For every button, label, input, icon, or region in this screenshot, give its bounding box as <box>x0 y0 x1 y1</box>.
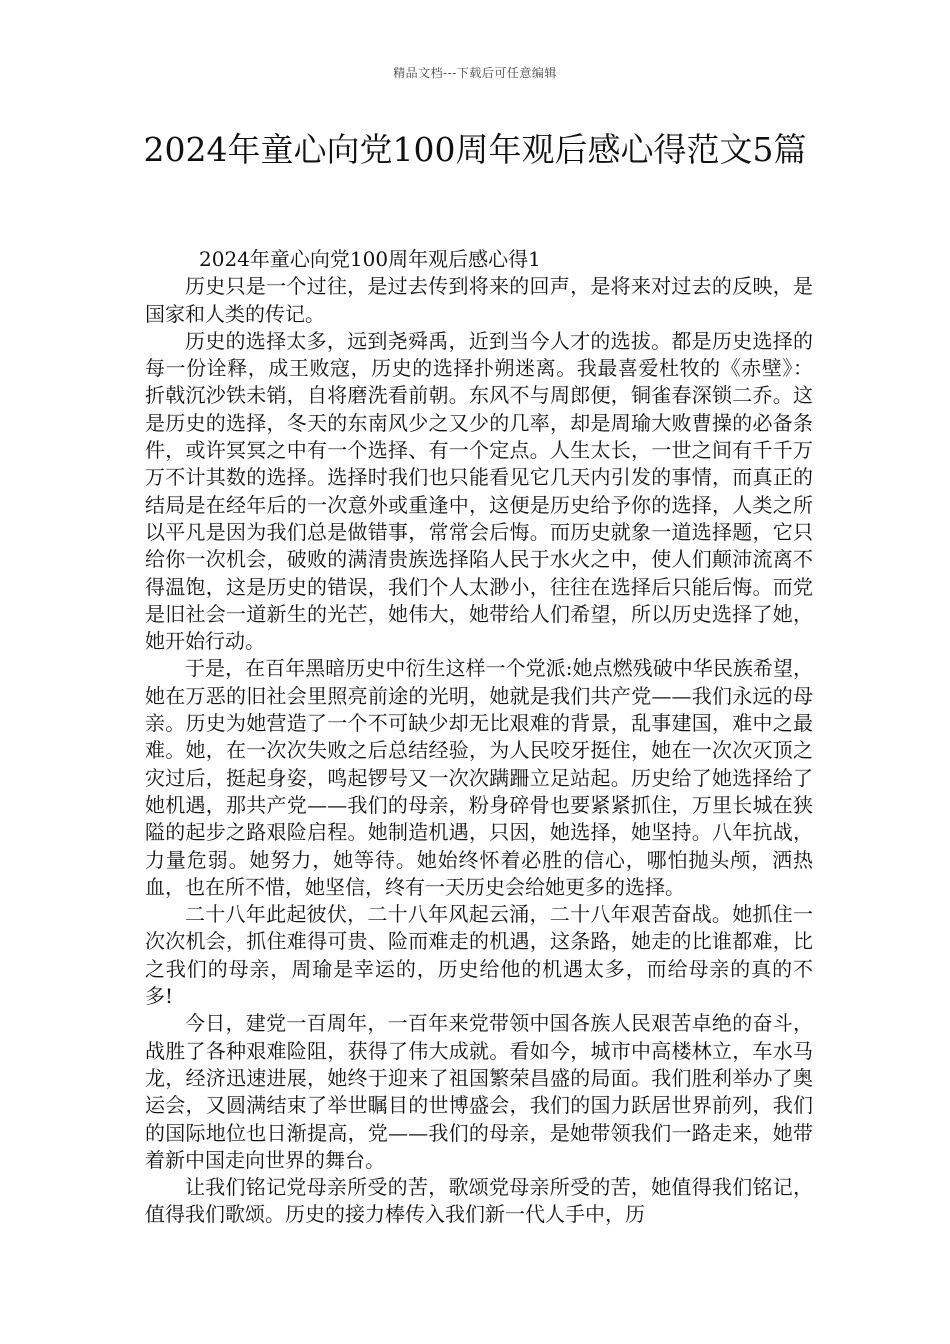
paragraph: 历史只是一个过往，是过去传到将来的回声，是将来对过去的反映，是国家和人类的传记。 <box>145 274 813 326</box>
paragraph: 于是，在百年黑暗历史中衍生这样一个党派:她点燃残破中华民族希望，她在万恶的旧社会里照亮前途的光明，她就是我们共产党——我们永远的母亲。历史为她营造了一个不可缺少却无比艰难的背景，乱事建国，难中之最难。她，在一次次失败之后总结经验，为人民咬牙挺住，她在一次次灭顶之灾过后，挺起身姿，鸣起锣号又一次次蹒跚立足站起。历史给了她选择给了她机遇，那共产党——我们的母亲，粉身碎骨也要紧紧抓住，万里长城在狭隘的起步之路艰险启程。她制造机遇，只因，她选择，她坚持。八年抗战，力量危弱。她努力，她等待。她始终怀着必胜的信心，哪怕抛头颅，洒热血，也在所不惜，她坚信，终有一天历史会给她更多的选择。 <box>145 656 813 899</box>
document-title: 2024年童心向党100周年观后感心得范文5篇 <box>143 130 807 169</box>
paragraph: 让我们铭记党母亲所受的苦，歌颂党母亲所受的苦，她值得我们铭记，值得我们歌颂。历史的接力棒传入我们新一代人手中，历 <box>145 1175 813 1227</box>
page-header: 精品文档---下载后可任意编辑 <box>393 66 557 80</box>
paragraph: 今日，建党一百周年，一百年来党带领中国各族人民艰苦卓绝的奋斗，战胜了各种艰难险阻，获得了伟大成就。看如今，城市中高楼林立，车水马龙，经济迅速进展，她终于迎来了祖国繁荣昌盛的局面。我们胜利举办了奥运会，又圆满结束了举世瞩目的世博盛会，我们的国力跃居世界前列，我们的国际地位也日渐提高，党——我们的母亲，是她带领我们一路走来，她带着新中国走向世界的舞台。 <box>145 1011 813 1172</box>
document-body <box>145 246 813 1229</box>
section-subheading: 2024年童心向党100周年观后感心得1 <box>199 247 541 271</box>
paragraph: 历史的选择太多，远到尧舜禹，近到当今人才的选拔。都是历史选择的每一份诠释，成王败寇，历史的选择扑朔迷离。我最喜爱杜牧的《赤壁》：折戟沉沙铁未销，自将磨洗看前朝。东风不与周郎便，铜雀春深锁二乔。这是历史的选择，冬天的东南风少之又少的几率，却是周瑜大败曹操的必备条件，或许冥冥之中有一个选择、有一个定点。人生太长，一世之间有千千万万不计其数的选择。选择时我们也只能看见它几天内引发的事情，而真正的结局是在经年后的一次意外或重逢中，这便是历史给予你的选择，人类之所以平凡是因为我们总是做错事，常常会后悔。而历史就象一道选择题，它只给你一次机会，破败的满清贵族选择陷人民于水火之中，使人们颠沛流离不得温饱，这是历史的错误，我们个人太渺小，往往在选择后只能后悔。而党是旧社会一道新生的光芒，她伟大，她带给人们希望，所以历史选择了她，她开始行动。 <box>145 328 813 654</box>
paragraph: 二十八年此起彼伏，二十八年风起云涌，二十八年艰苦奋战。她抓住一次次机会，抓住难得可贵、险而难走的机遇，这条路，她走的比谁都难，比之我们的母亲，周瑜是幸运的，历史给他的机遇太多，而给母亲的真的不多! <box>145 902 813 1009</box>
